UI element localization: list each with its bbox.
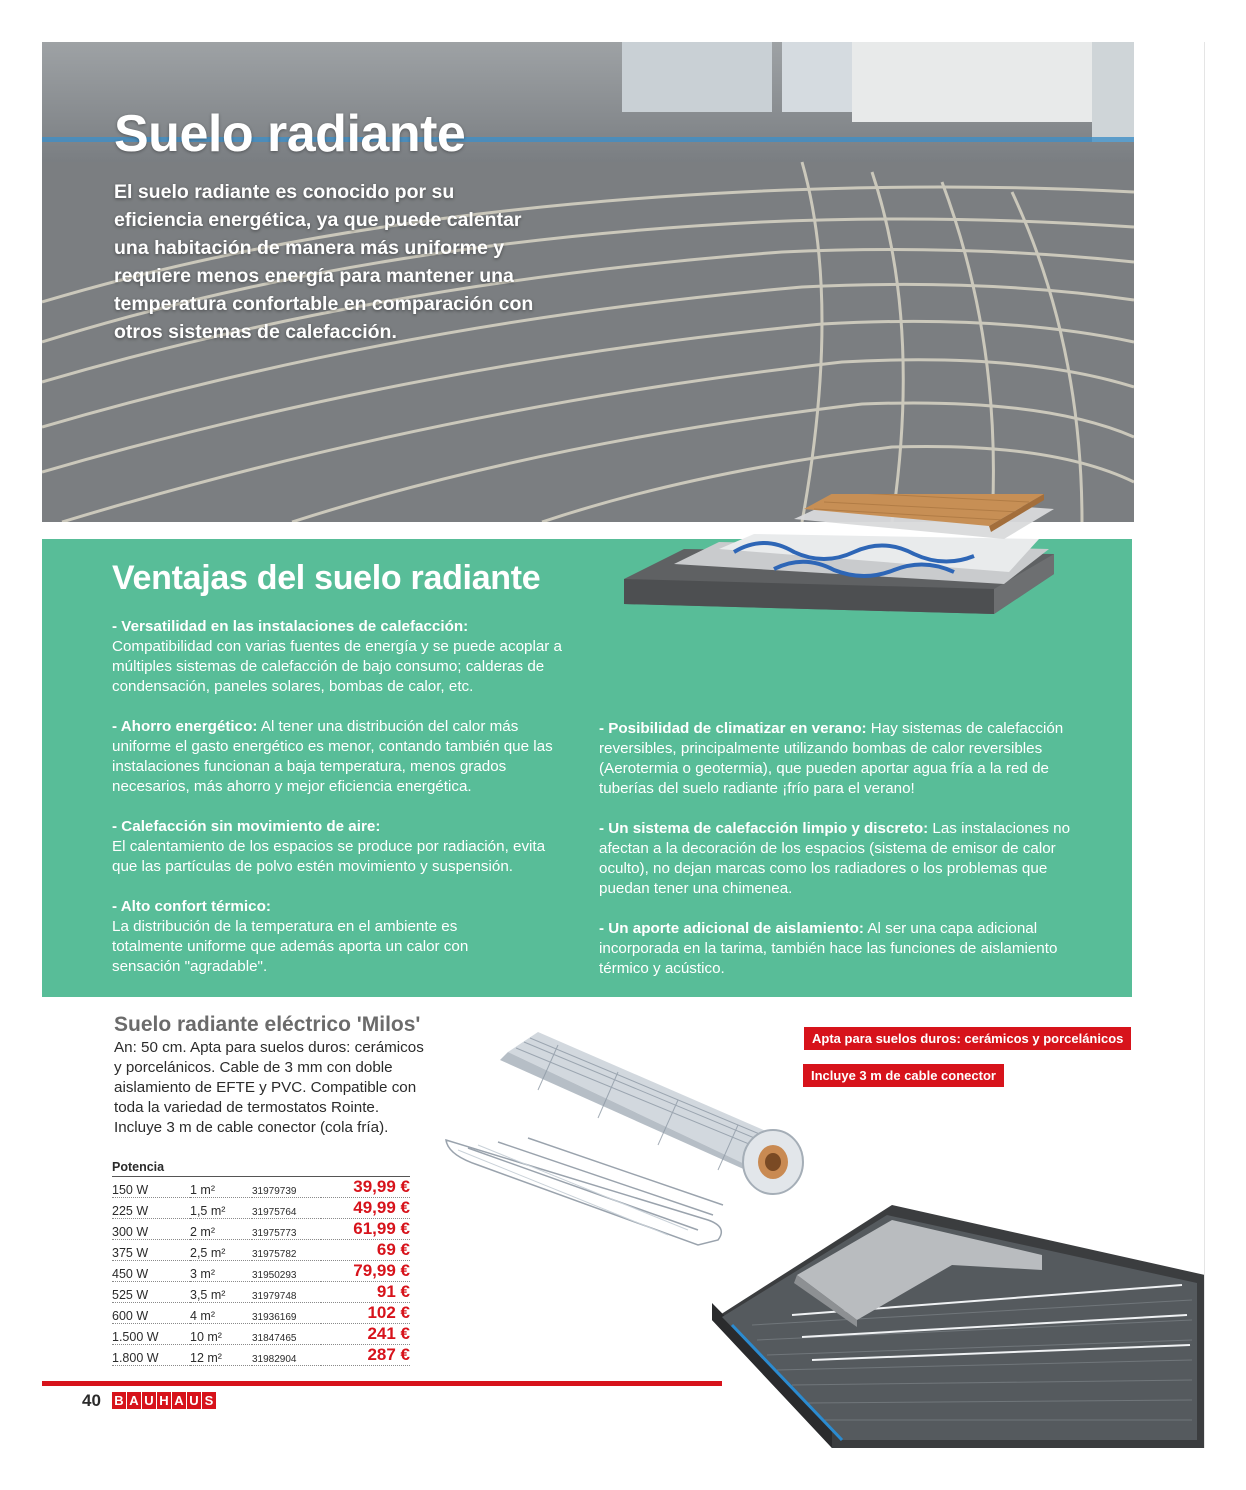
product-title: Suelo radiante eléctrico 'Milos': [114, 1013, 421, 1036]
area-cell: 12 m²: [190, 1345, 252, 1366]
code-cell: 31979748: [252, 1282, 321, 1303]
table-row: [112, 1177, 410, 1198]
price-cell: 49,99 €: [321, 1198, 410, 1219]
advantage-clean-discreet: - Un sistema de calefacción limpio y discreto: Las instalaciones no afectan a la decoración de los espacios (sistema de emisor de calor oculto), no dejan marcas como los radiadores o los problemas que puedan tener una chimenea.: [599, 820, 1071, 897]
code-cell: 31975764: [252, 1198, 321, 1219]
bauhaus-logo: [112, 1392, 216, 1409]
code-cell: 31979739: [252, 1177, 321, 1198]
column-header-power: Potencia: [112, 1160, 410, 1177]
price-cell: 287 €: [321, 1345, 410, 1366]
price-cell: 39,99 €: [321, 1177, 410, 1198]
advantage-summer-cooling: - Posibilidad de climatizar en verano: Hay sistemas de calefacción reversibles, principalmente utilizando bombas de calor reversibles (Aerotermia o geotermia), que pueden aportar agua fría a la red de tuberías del suelo radiante ¡frío para el verano!: [599, 720, 1064, 797]
price-cell: 241 €: [321, 1324, 410, 1345]
advantage-thermal-comfort: - Alto confort térmico: La distribución de la temperatura en el ambiente es totalmente uniforme que además aporta un calor con sensación "agradable".: [112, 898, 469, 975]
page-number: 40: [82, 1391, 101, 1410]
logo-letter: A: [172, 1392, 186, 1409]
hero-photo: [42, 42, 1134, 522]
code-cell: 31950293: [252, 1261, 321, 1282]
price-table-header: [112, 1160, 410, 1177]
code-cell: 31975773: [252, 1219, 321, 1240]
price-cell: 79,99 €: [321, 1261, 410, 1282]
advantage-insulation: - Un aporte adicional de aislamiento: Al ser una capa adicional incorporada en la tarima, también hace las funciones de aislamiento térmico y acústico.: [599, 920, 1058, 977]
advantages-panel: [42, 539, 1132, 997]
logo-letter: A: [127, 1392, 141, 1409]
page-title: Suelo radiante: [114, 105, 466, 163]
price-cell: 69 €: [321, 1240, 410, 1261]
power-cell: 525 W: [112, 1282, 190, 1303]
table-row: [112, 1198, 410, 1219]
area-cell: 2 m²: [190, 1219, 252, 1240]
price-cell: 61,99 €: [321, 1219, 410, 1240]
logo-letter: U: [142, 1392, 156, 1409]
power-cell: 450 W: [112, 1261, 190, 1282]
logo-letter: S: [202, 1392, 216, 1409]
advantage-energy-saving: - Ahorro energético: Al tener una distribución del calor más uniforme el gasto energético es menor, contando también que las instalaciones funcionan a baja temperatura, menos grados necesarios, más ahorro y mejor eficiencia energética.: [112, 718, 553, 795]
code-cell: 31847465: [252, 1324, 321, 1345]
table-row: [112, 1240, 410, 1261]
table-row: [112, 1282, 410, 1303]
page-edge-line: [1204, 42, 1205, 1448]
code-cell: 31936169: [252, 1303, 321, 1324]
power-cell: 600 W: [112, 1303, 190, 1324]
table-row: [112, 1303, 410, 1324]
badge-cable-included: Incluye 3 m de cable conector: [803, 1064, 1004, 1087]
area-cell: 2,5 m²: [190, 1240, 252, 1261]
area-cell: 3 m²: [190, 1261, 252, 1282]
advantage-versatility: - Versatilidad en las instalaciones de calefacción: Compatibilidad con varias fuentes de energía y se puede acoplar a múltiples sistemas de calefacción de bajo consumo; calderas de condensación, paneles solares, bombas de calor, etc.: [112, 618, 563, 695]
badge-hard-floors: Apta para suelos duros: cerámicos y porcelánicos: [804, 1027, 1131, 1050]
product-description: An: 50 cm. Apta para suelos duros: cerámicos y porcelánicos. Cable de 3 mm con doble aislamiento de EFTE y PVC. Compatible con toda la variedad de termostatos Rointe. Incluye 3 m de cable conector (cola fría).: [114, 1039, 424, 1136]
power-cell: 300 W: [112, 1219, 190, 1240]
power-cell: 1.500 W: [112, 1324, 190, 1345]
price-table: [112, 1160, 410, 1366]
area-cell: 1,5 m²: [190, 1198, 252, 1219]
power-cell: 1.800 W: [112, 1345, 190, 1366]
logo-letter: H: [157, 1392, 171, 1409]
area-cell: 10 m²: [190, 1324, 252, 1345]
power-cell: 225 W: [112, 1198, 190, 1219]
floor-section-illustration: [712, 1205, 1205, 1448]
advantage-no-air-movement: - Calefacción sin movimiento de aire: El calentamiento de los espacios se produce por radiación, evita que las partículas de polvo estén movimiento y suspensión.: [112, 818, 546, 875]
area-cell: 3,5 m²: [190, 1282, 252, 1303]
logo-letter: B: [112, 1392, 126, 1409]
floor-layers-illustration: [624, 494, 1064, 704]
code-cell: 31975782: [252, 1240, 321, 1261]
area-cell: 4 m²: [190, 1303, 252, 1324]
table-row: [112, 1345, 410, 1366]
code-cell: 31982904: [252, 1345, 321, 1366]
price-cell: 91 €: [321, 1282, 410, 1303]
table-row: [112, 1219, 410, 1240]
advantages-title: Ventajas del suelo radiante: [112, 559, 541, 597]
table-row: [112, 1324, 410, 1345]
power-cell: 375 W: [112, 1240, 190, 1261]
intro-paragraph: El suelo radiante es conocido por su eficiencia energética, ya que puede calentar una habitación de manera más uniforme y requiere menos energía para mantener una temperatura confortable en comparación con otros sistemas de calefacción.: [114, 181, 534, 343]
footer-red-line: [42, 1381, 722, 1386]
price-cell: 102 €: [321, 1303, 410, 1324]
table-row: [112, 1261, 410, 1282]
power-cell: 150 W: [112, 1177, 190, 1198]
area-cell: 1 m²: [190, 1177, 252, 1198]
logo-letter: U: [187, 1392, 201, 1409]
